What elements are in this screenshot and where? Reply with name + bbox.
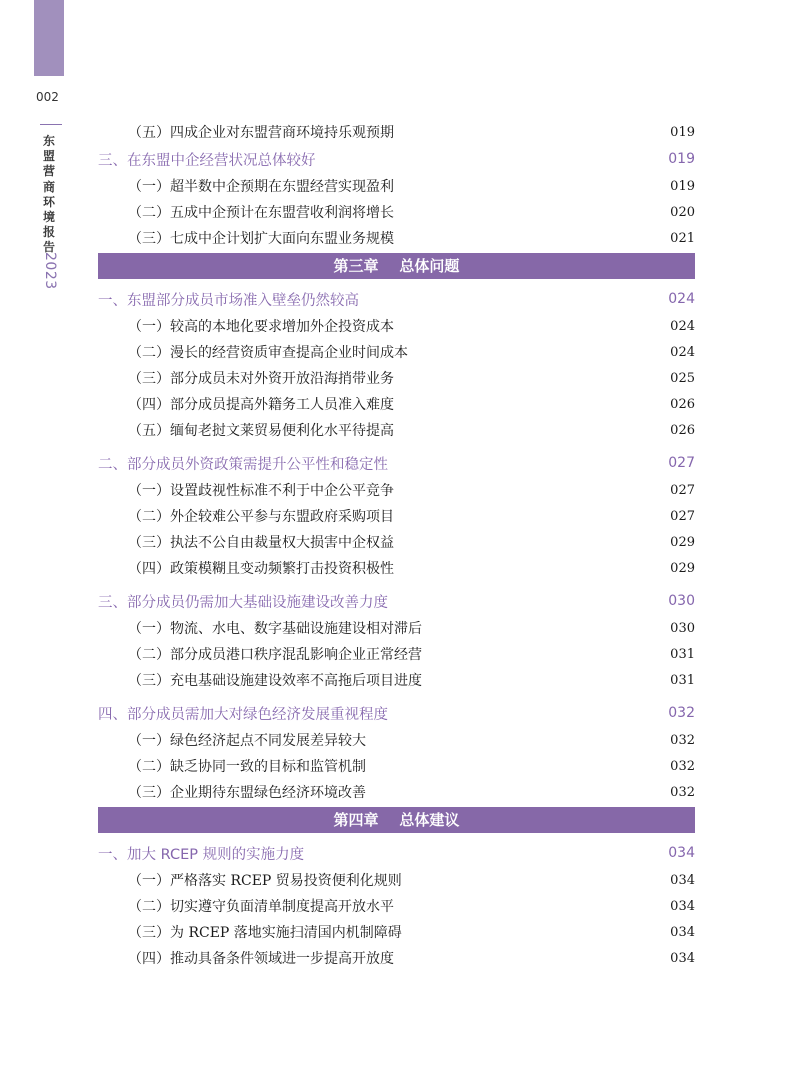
toc-section-title: 二、部分成员外资政策需提升公平性和稳定性 xyxy=(98,456,388,473)
toc-entry-title: （一）物流、水电、数字基础设施建设相对滞后 xyxy=(128,621,422,637)
toc-entry-page: 034 xyxy=(670,924,695,940)
toc-entry-title: （三）企业期待东盟绿色经济环境改善 xyxy=(128,785,366,801)
toc-entry[interactable] xyxy=(98,339,695,365)
toc-entry[interactable] xyxy=(98,529,695,555)
toc-section-page: 024 xyxy=(668,291,695,307)
toc-entry-page: 032 xyxy=(670,732,695,748)
toc-entry-title: （一）超半数中企预期在东盟经营实现盈利 xyxy=(128,179,394,195)
toc-entry-page: 026 xyxy=(670,422,695,438)
toc-entry-page: 032 xyxy=(670,758,695,774)
toc-entry-title: （三）充电基础设施建设效率不高拖后项目进度 xyxy=(128,673,422,689)
toc-entry-title: （二）外企较难公平参与东盟政府采购项目 xyxy=(128,509,394,525)
side-tab-decoration xyxy=(34,0,64,76)
toc-entry[interactable] xyxy=(98,753,695,779)
toc-section-page: 030 xyxy=(668,593,695,609)
toc-entry[interactable] xyxy=(98,503,695,529)
toc-entry-title: （五）缅甸老挝文莱贸易便利化水平待提高 xyxy=(128,423,394,439)
toc-entry-title: （三）为 RCEP 落地实施扫清国内机制障碍 xyxy=(128,925,402,941)
toc-entry[interactable] xyxy=(98,867,695,893)
chapter-4-heading[interactable]: 第四章 总体建议 xyxy=(98,807,695,833)
toc-section-page: 019 xyxy=(668,151,695,167)
toc-section-title: 一、加大 RCEP 规则的实施力度 xyxy=(98,846,305,863)
running-title: 东盟营商环境报告 xyxy=(42,134,55,255)
toc-entry-title: （五）四成企业对东盟营商环境持乐观预期 xyxy=(128,125,394,141)
toc-entry[interactable] xyxy=(98,225,695,251)
toc-entry-page: 024 xyxy=(670,344,695,360)
toc-entry[interactable] xyxy=(98,365,695,391)
toc-entry-page: 024 xyxy=(670,318,695,334)
toc-entry-page: 027 xyxy=(670,482,695,498)
toc-entry[interactable] xyxy=(98,313,695,339)
toc-entry[interactable] xyxy=(98,779,695,805)
toc-entry-title: （一）设置歧视性标准不利于中企公平竞争 xyxy=(128,483,394,499)
toc-entry-page: 030 xyxy=(670,620,695,636)
toc-section[interactable] xyxy=(98,587,695,615)
toc-section-title: 三、在东盟中企经营状况总体较好 xyxy=(98,152,316,169)
toc-section[interactable] xyxy=(98,699,695,727)
toc-entry-title: （三）部分成员未对外资开放沿海捎带业务 xyxy=(128,371,394,387)
toc-entry[interactable] xyxy=(98,173,695,199)
toc-entry[interactable] xyxy=(98,119,695,145)
toc-entry[interactable] xyxy=(98,727,695,753)
toc-entry[interactable] xyxy=(98,555,695,581)
toc-entry[interactable] xyxy=(98,477,695,503)
toc-section-title: 三、部分成员仍需加大基础设施建设改善力度 xyxy=(98,594,388,611)
running-year: 2023 xyxy=(42,252,58,290)
toc-entry-page: 029 xyxy=(670,560,695,576)
toc-entry-page: 034 xyxy=(670,872,695,888)
toc-entry-page: 034 xyxy=(670,898,695,914)
toc-entry-page: 020 xyxy=(670,204,695,220)
toc-section-page: 027 xyxy=(668,455,695,471)
toc-entry-title: （四）部分成员提高外籍务工人员准入难度 xyxy=(128,397,394,413)
toc-entry[interactable] xyxy=(98,641,695,667)
toc-entry-title: （二）五成中企预计在东盟营收利润将增长 xyxy=(128,205,394,221)
toc-entry-title: （二）切实遵守负面清单制度提高开放水平 xyxy=(128,899,394,915)
toc-entry[interactable] xyxy=(98,893,695,919)
toc-entry-page: 019 xyxy=(670,178,695,194)
toc-entry[interactable] xyxy=(98,667,695,693)
toc-entry-title: （二）部分成员港口秩序混乱影响企业正常经营 xyxy=(128,647,422,663)
toc-section[interactable] xyxy=(98,145,695,173)
toc-entry-page: 019 xyxy=(670,124,695,140)
toc-section[interactable] xyxy=(98,449,695,477)
toc-entry[interactable] xyxy=(98,945,695,971)
toc-entry-title: （一）较高的本地化要求增加外企投资成本 xyxy=(128,319,394,335)
toc-section[interactable] xyxy=(98,839,695,867)
toc-entry-page: 031 xyxy=(670,672,695,688)
toc-entry-title: （三）执法不公自由裁量权大损害中企权益 xyxy=(128,535,394,551)
toc-entry-page: 031 xyxy=(670,646,695,662)
toc-entry-title: （三）七成中企计划扩大面向东盟业务规模 xyxy=(128,231,394,247)
toc-entry-page: 032 xyxy=(670,784,695,800)
toc-entry[interactable] xyxy=(98,919,695,945)
toc-entry-page: 025 xyxy=(670,370,695,386)
toc-entry-page: 029 xyxy=(670,534,695,550)
toc-entry-page: 034 xyxy=(670,950,695,966)
toc-entry[interactable] xyxy=(98,615,695,641)
toc-entry-title: （四）政策模糊且变动频繁打击投资积极性 xyxy=(128,561,394,577)
toc-entry-title: （一）绿色经济起点不同发展差异较大 xyxy=(128,733,366,749)
chapter-3-heading[interactable]: 第三章 总体问题 xyxy=(98,253,695,279)
toc-entry-title: （一）严格落实 RCEP 贸易投资便利化规则 xyxy=(128,873,402,889)
toc-entry-title: （二）漫长的经营资质审查提高企业时间成本 xyxy=(128,345,408,361)
side-divider xyxy=(40,124,62,125)
toc-section[interactable] xyxy=(98,285,695,313)
toc-entry[interactable] xyxy=(98,199,695,225)
table-of-contents xyxy=(98,119,695,971)
toc-entry-page: 021 xyxy=(670,230,695,246)
toc-section-page: 032 xyxy=(668,705,695,721)
toc-entry[interactable] xyxy=(98,417,695,443)
toc-entry-page: 026 xyxy=(670,396,695,412)
toc-entry-page: 027 xyxy=(670,508,695,524)
toc-entry[interactable] xyxy=(98,391,695,417)
page-number: 002 xyxy=(36,90,59,104)
toc-entry-title: （二）缺乏协同一致的目标和监管机制 xyxy=(128,759,366,775)
toc-entry-title: （四）推动具备条件领域进一步提高开放度 xyxy=(128,951,394,967)
toc-section-title: 四、部分成员需加大对绿色经济发展重视程度 xyxy=(98,706,388,723)
toc-section-page: 034 xyxy=(668,845,695,861)
toc-section-title: 一、东盟部分成员市场准入壁垒仍然较高 xyxy=(98,292,359,309)
